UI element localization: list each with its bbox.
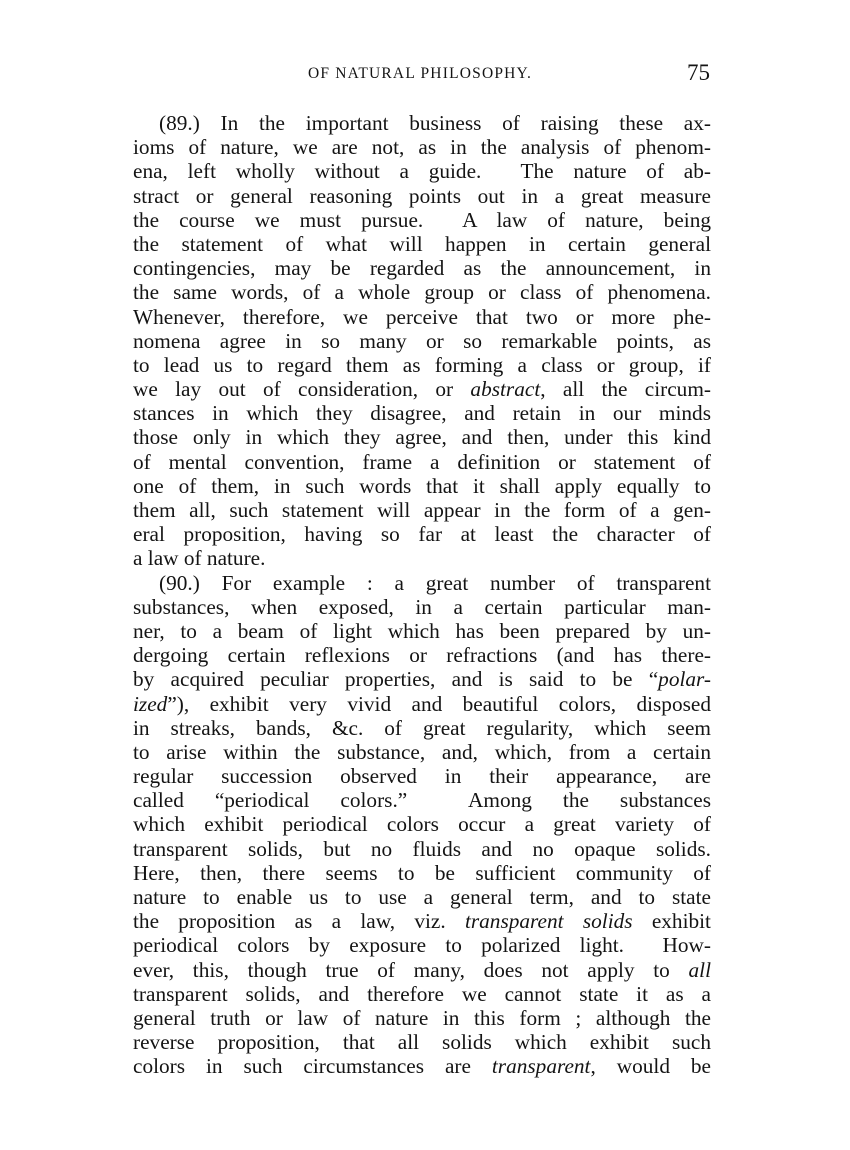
line-text: the same words, of a whole group or class of phenomena. [133, 280, 711, 305]
text-line [133, 740, 711, 764]
line-text: , would be [590, 1054, 711, 1079]
text-line [133, 546, 711, 570]
text-line [133, 111, 711, 135]
text-line [133, 208, 711, 232]
line-text: Whenever, therefore, we perceive that two or more phe- [133, 304, 711, 329]
text-line [133, 837, 711, 861]
line-text: we lay out of consideration, or [133, 377, 471, 402]
text-line [133, 450, 711, 474]
italic-text: all [688, 957, 711, 982]
page-number: 75 [687, 60, 710, 85]
line-text: , all the circum- [540, 377, 711, 402]
line-text: ioms of nature, we are not, as in the analysis of phenom- [133, 135, 711, 160]
line-text: those only in which they agree, and then, under this kind [133, 425, 711, 450]
italic-text: abstract [470, 377, 541, 402]
line-text: the course we must pursue. A law of nature, being [133, 207, 711, 232]
line-text: transparent solids, and therefore we cannot state it as a [133, 981, 711, 1006]
text-line [133, 619, 711, 643]
line-text: nature to enable us to use a general term, and to state [133, 885, 711, 909]
text-line [133, 595, 711, 619]
line-text: the proposition as a law, viz. [133, 909, 465, 934]
text-line [133, 377, 711, 401]
text-line [133, 135, 711, 159]
text-line [133, 425, 711, 449]
text-line [133, 643, 711, 667]
line-text: (89.) In the important business of raising these ax- [159, 111, 711, 135]
text-line [133, 667, 711, 691]
text-line [133, 788, 711, 812]
text-line [133, 184, 711, 208]
line-text: one of them, in such words that it shall apply equally to [133, 473, 711, 498]
text-line [133, 764, 711, 788]
line-text: called “periodical colors.” Among the substances [133, 788, 711, 813]
text-line [133, 571, 711, 595]
text-line [133, 982, 711, 1006]
text-line [133, 401, 711, 425]
text-line [133, 305, 711, 329]
line-text: general truth or law of nature in this form ; although the [133, 1005, 711, 1030]
running-head [133, 60, 710, 86]
text-line [133, 1030, 711, 1054]
text-line [133, 909, 711, 933]
italic-text: transparent solids [464, 909, 633, 934]
body-text [133, 111, 711, 1079]
italic-text: polar- [658, 667, 711, 692]
line-text: them all, such statement will appear in the form of a gen- [133, 498, 711, 522]
text-line [133, 716, 711, 740]
line-text: ena, left wholly without a guide. The nature of ab- [133, 159, 711, 184]
text-line [133, 692, 711, 716]
line-text: of mental convention, frame a definition or statement of [133, 449, 711, 474]
text-line [133, 280, 711, 304]
line-text: the statement of what will happen in certain general [133, 231, 711, 256]
line-text: which exhibit periodical colors occur a great variety of [133, 812, 711, 837]
line-text: a law of nature. [133, 546, 266, 571]
italic-text: transparent [491, 1054, 591, 1079]
line-text: to lead us to regard them as forming a class or group, if [133, 352, 711, 377]
line-text: ”), exhibit very vivid and beautiful colors, disposed [167, 691, 711, 716]
line-text: by acquired peculiar properties, and is said to be “ [133, 667, 659, 692]
text-line [133, 1054, 711, 1078]
line-text: substances, when exposed, in a certain particular man- [133, 594, 711, 619]
line-text: colors in such circumstances are [133, 1054, 492, 1079]
line-text: dergoing certain reflexions or refractions (and has there- [133, 643, 711, 668]
line-text: stract or general reasoning points out in a great measure [133, 183, 711, 208]
line-text: (90.) For example : a great number of transparent [159, 570, 711, 595]
text-line [133, 474, 711, 498]
text-line [133, 1006, 711, 1030]
text-line [133, 958, 711, 982]
line-text: contingencies, may be regarded as the announcement, in [133, 256, 711, 281]
text-line [133, 232, 711, 256]
line-text: ner, to a beam of light which has been prepared by un- [133, 618, 711, 643]
line-text: Here, then, there seems to be sufficient community of [133, 860, 711, 885]
italic-text: ized [133, 691, 168, 716]
line-text: transparent solids, but no fluids and no opaque solids. [133, 836, 711, 861]
line-text: nomena agree in so many or so remarkable points, as [133, 328, 711, 353]
running-title: OF NATURAL PHILOSOPHY. [307, 65, 533, 82]
text-line [133, 498, 711, 522]
line-text: periodical colors by exposure to polarized light. How- [133, 933, 711, 958]
line-text: to arise within the substance, and, which, from a certain [133, 739, 711, 764]
text-line [133, 885, 711, 909]
text-line [133, 522, 711, 546]
line-text: exhibit [632, 909, 711, 934]
line-text: eral proposition, having so far at least the character of [133, 522, 711, 547]
line-text: stances in which they disagree, and retain in our minds [133, 401, 711, 426]
line-text: regular succession observed in their appearance, are [133, 764, 711, 789]
text-line [133, 933, 711, 957]
line-text: ever, this, though true of many, does not apply to [133, 957, 689, 982]
text-line [133, 861, 711, 885]
text-line [133, 329, 711, 353]
text-line [133, 256, 711, 280]
line-text: in streaks, bands, &c. of great regularity, which seem [133, 715, 711, 740]
text-line [133, 812, 711, 836]
text-line [133, 159, 711, 183]
line-text: reverse proposition, that all solids which exhibit such [133, 1030, 711, 1055]
text-line [133, 353, 711, 377]
